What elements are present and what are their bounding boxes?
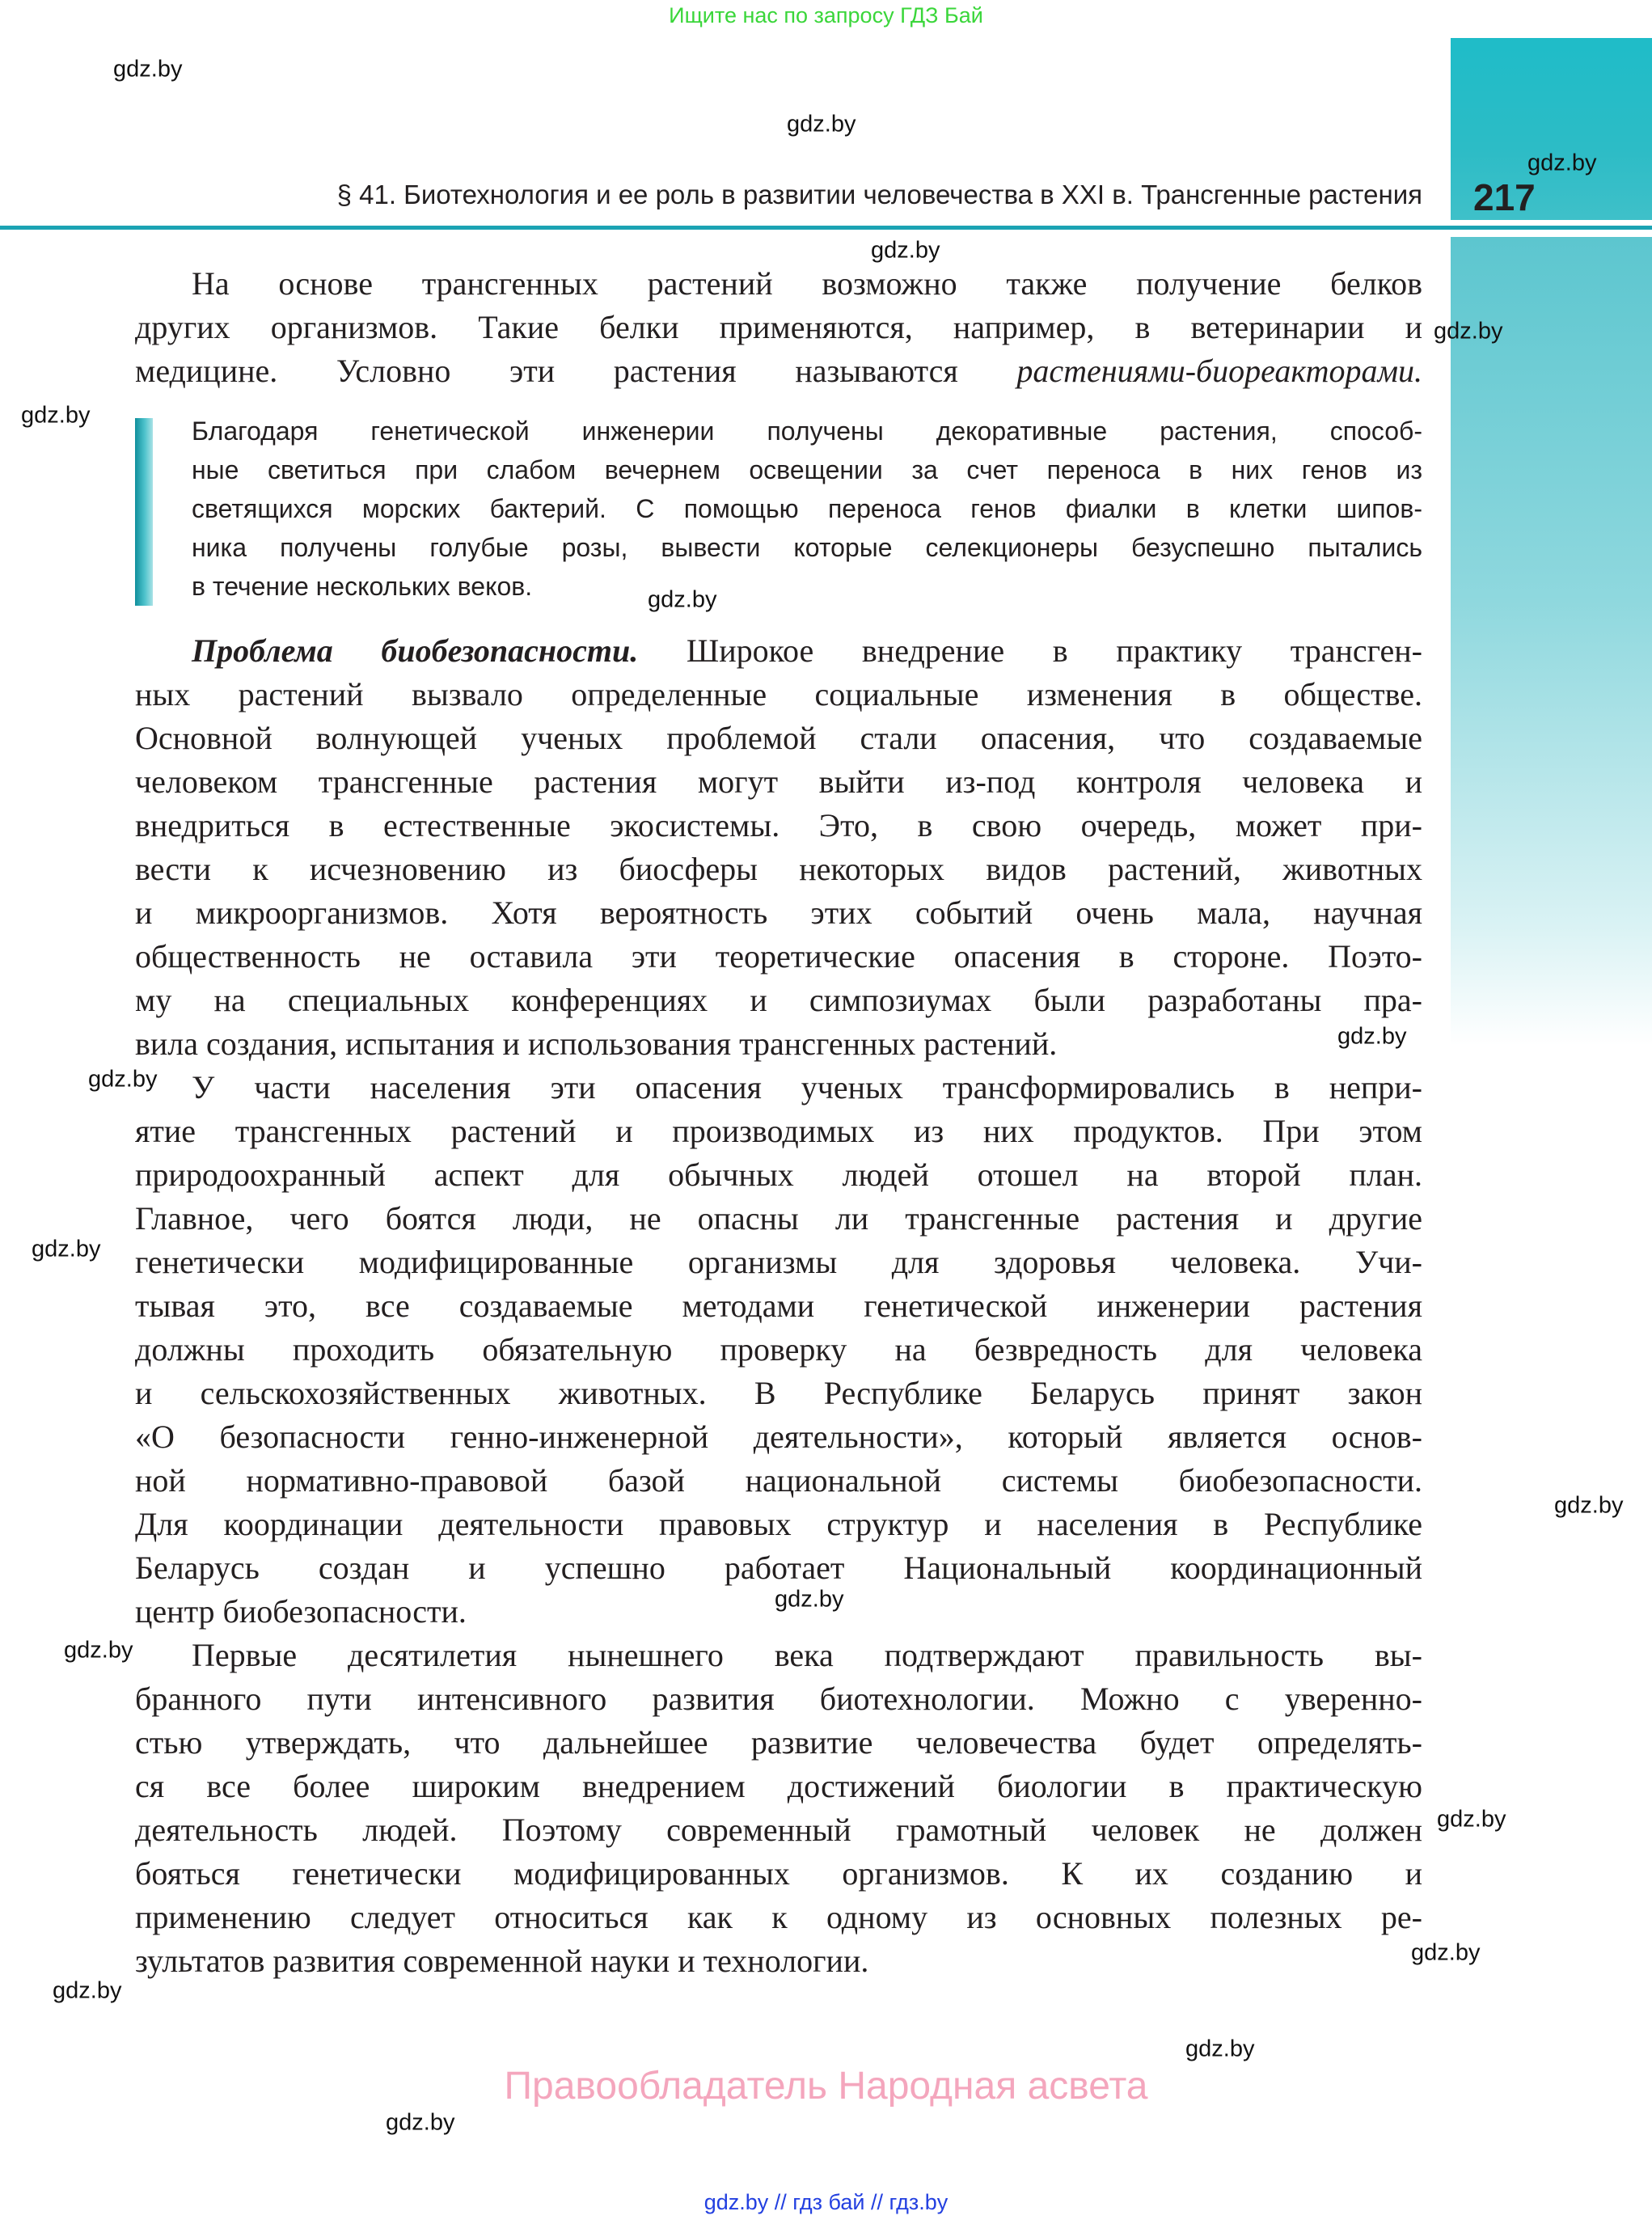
watermark-gdz: gdz.by bbox=[21, 402, 91, 429]
text-line: центр биобезопасности. bbox=[135, 1593, 467, 1630]
text-line: тывая это, все создаваемые методами генетической инженерии растения bbox=[135, 1287, 1422, 1324]
page-number: 217 bbox=[1473, 176, 1536, 218]
text-line: У части населения эти опасения ученых трансформировались в непри- bbox=[192, 1069, 1422, 1106]
running-title: § 41. Биотехнология и ее роль в развитии человечества в XXI в. Трансгенные растения bbox=[336, 180, 1422, 209]
text-line: ятие трансгенных растений и производимых из них продуктов. При этом bbox=[135, 1113, 1422, 1149]
watermark-gdz: gdz.by bbox=[32, 1236, 101, 1262]
text-line: генетически модифицированные организмы для здоровья человека. Учи- bbox=[135, 1244, 1422, 1280]
text-line: ся все более широким внедрением достижений биологии в практическую bbox=[135, 1768, 1422, 1804]
body-text bbox=[135, 629, 1422, 1983]
watermark-gdz: gdz.by bbox=[871, 237, 940, 264]
text-line: Проблема биобезопасности. Широкое внедрение в практику трансген- bbox=[192, 632, 1423, 669]
text-line: должны проходить обязательную проверку на безвредность для человека bbox=[135, 1331, 1422, 1368]
text-line: Основной волнующей ученых проблемой стали опасения, что создаваемые bbox=[135, 720, 1422, 756]
top-search-banner[interactable]: Ищите нас по запросу ГДЗ Бай bbox=[669, 3, 983, 27]
text-line: человеком трансгенные растения могут выйти из-под контроля человека и bbox=[135, 763, 1422, 800]
text-line: вила создания, испытания и использования трансгенных растений. bbox=[135, 1025, 1058, 1062]
info-line: в течение нескольких веков. bbox=[192, 572, 533, 601]
info-line: ника получены голубые розы, вывести которые селекционеры безуспешно пытались bbox=[192, 533, 1422, 562]
text-line: «О безопасности генно-инженерной деятельности», который является основ- bbox=[135, 1419, 1422, 1455]
text-line: деятельность людей. Поэтому современный грамотный человек не должен bbox=[135, 1812, 1422, 1848]
text-line: зультатов развития современной науки и технологии. bbox=[135, 1943, 869, 1979]
watermark-gdz: gdz.by bbox=[53, 1977, 122, 2004]
text-line: внедриться в естественные экосистемы. Это, в свою очередь, может при- bbox=[135, 807, 1422, 844]
text-line: Первые десятилетия нынешнего века подтверждают правильность вы- bbox=[192, 1637, 1422, 1673]
watermark-gdz: gdz.by bbox=[1437, 1806, 1506, 1833]
text-line: и микроорганизмов. Хотя вероятность этих событий очень мала, научная bbox=[135, 894, 1422, 931]
text-line: Беларусь создан и успешно работает Национальный координационный bbox=[135, 1550, 1422, 1586]
info-line: светящихся морских бактерий. С помощью переноса генов фиалки в клетки шипов- bbox=[192, 494, 1422, 523]
text-line: и сельскохозяйственных животных. В Республике Беларусь принят закон bbox=[135, 1375, 1422, 1411]
watermark-gdz: gdz.by bbox=[1185, 2036, 1255, 2062]
watermark-gdz: gdz.by bbox=[1337, 1023, 1407, 1050]
emphasized-term: растениями-биореакторами. bbox=[1016, 353, 1422, 389]
text-line: ной нормативно-правовой базой национальной системы биобезопасности. bbox=[135, 1462, 1422, 1499]
watermark-gdz: gdz.by bbox=[775, 1586, 844, 1613]
text-line: вести к исчезновению из биосферы некоторых видов растений, животных bbox=[135, 851, 1422, 887]
text-line: применению следует относиться как к одному из основных полезных ре- bbox=[135, 1899, 1422, 1935]
watermark-gdz: gdz.by bbox=[1554, 1492, 1624, 1519]
text-line: общественность не оставила эти теоретические опасения в стороне. Поэто- bbox=[135, 938, 1422, 975]
info-line: ные светиться при слабом вечернем освещении за счет переноса в них генов из bbox=[192, 455, 1422, 484]
info-line: Благодаря генетической инженерии получены декоративные растения, способ- bbox=[192, 416, 1422, 446]
page-tab-margin bbox=[1451, 237, 1652, 1046]
bottom-links[interactable]: gdz.by // гдз бай // гдз.by bbox=[703, 2190, 949, 2214]
watermark-gdz: gdz.by bbox=[648, 586, 717, 613]
text-line: На основе трансгенных растений возможно также получение белков bbox=[192, 265, 1422, 302]
text-line: природоохранный аспект для обычных людей отошел на второй план. bbox=[135, 1156, 1422, 1193]
watermark-gdz: gdz.by bbox=[64, 1637, 133, 1664]
intro-paragraph bbox=[135, 262, 1422, 393]
watermark-gdz: gdz.by bbox=[113, 56, 183, 82]
info-box-text bbox=[192, 412, 1422, 606]
watermark-gdz: gdz.by bbox=[1411, 1939, 1481, 1966]
text-line: медицине. Условно эти растения называются растениями-биореакторами. bbox=[135, 353, 1422, 389]
watermark-gdz: gdz.by bbox=[787, 111, 856, 137]
text-line: Для координации деятельности правовых структур и населения в Республике bbox=[135, 1506, 1422, 1542]
copyright-notice: Правообладатель Народная асвета bbox=[504, 2065, 1148, 2108]
text-line: других организмов. Такие белки применяются, например, в ветеринарии и bbox=[135, 309, 1422, 345]
watermark-gdz: gdz.by bbox=[1527, 150, 1597, 176]
text-line: ных растений вызвало определенные социальные изменения в обществе. bbox=[135, 676, 1422, 712]
text-line: бранного пути интенсивного развития биотехнологии. Можно с уверенно- bbox=[135, 1681, 1422, 1717]
watermark-gdz: gdz.by bbox=[88, 1066, 158, 1093]
text-line: Главное, чего боятся люди, не опасны ли трансгенные растения и другие bbox=[135, 1200, 1422, 1237]
watermark-gdz: gdz.by bbox=[386, 2109, 455, 2136]
text-line: му на специальных конференциях и симпозиумах были разработаны пра- bbox=[135, 982, 1422, 1018]
section-heading-inline: Проблема биобезопасности. bbox=[192, 632, 639, 669]
text-line: стью утверждать, что дальнейшее развитие человечества будет определять- bbox=[135, 1724, 1422, 1761]
text-line: бояться генетически модифицированных организмов. К их созданию и bbox=[135, 1855, 1422, 1892]
watermark-gdz: gdz.by bbox=[1434, 318, 1503, 345]
info-box-bar bbox=[135, 418, 153, 606]
header-divider bbox=[0, 226, 1652, 230]
